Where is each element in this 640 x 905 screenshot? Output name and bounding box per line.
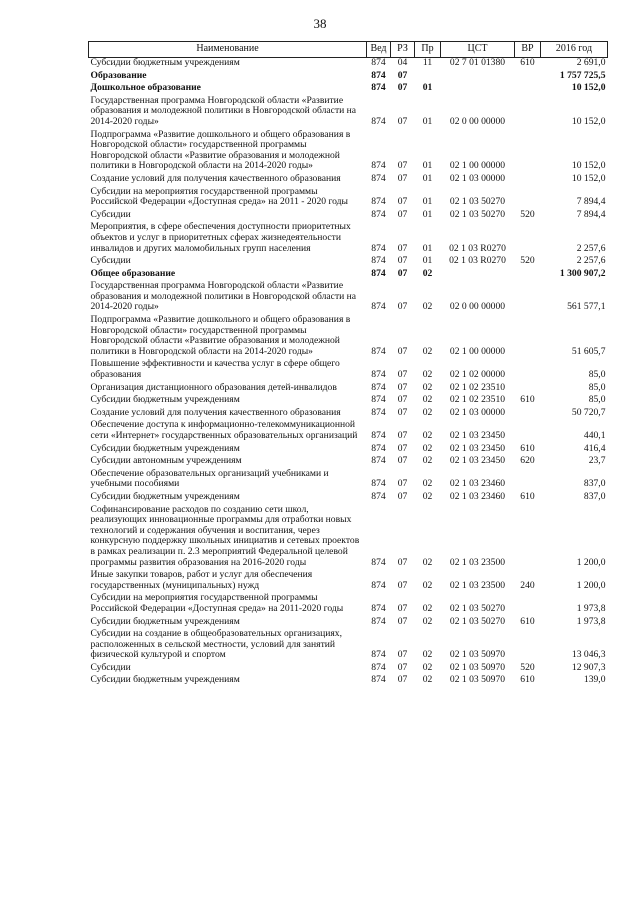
cell-cst: 02 1 03 23450	[449, 442, 506, 454]
cell-ved: 874	[371, 69, 386, 81]
cell-rz: 07	[397, 674, 408, 686]
cell-ved: 874	[371, 255, 386, 267]
table-row	[89, 96, 608, 130]
table-row	[89, 174, 608, 187]
cell-ved: 874	[371, 478, 386, 490]
cell-vr: 610	[520, 394, 535, 406]
cell-sum: 10 152,0	[571, 160, 606, 172]
header-cst: ЦСТ	[441, 42, 515, 58]
table-row	[89, 222, 608, 256]
cell-sum: 440,1	[583, 430, 606, 441]
cell-ved: 874	[371, 345, 386, 357]
cell-sum: 23,7	[588, 455, 606, 467]
cell-rz: 07	[397, 255, 408, 267]
cell-ved: 874	[371, 242, 386, 254]
cell-pr: 01	[422, 160, 433, 172]
cell-name: Субсидии автономным учреждениям	[90, 455, 242, 467]
cell-cst: 02 0 00 00000	[449, 301, 506, 313]
table-row	[89, 130, 608, 174]
cell-sum: 85,0	[588, 394, 606, 406]
cell-name: Обеспечение доступа к информационно-телекоммуникационной сети «Интернет» государственных образовательных организаций	[90, 419, 358, 441]
cell-sum: 837,0	[583, 478, 606, 490]
cell-cst: 02 1 00 00000	[449, 160, 506, 172]
table-row	[89, 58, 608, 71]
cell-ved: 874	[371, 442, 386, 454]
cell-vr	[515, 83, 541, 96]
cell-name: Образование	[90, 69, 147, 81]
cell-cst: 02 1 03 50270	[449, 208, 506, 220]
cell-vr	[515, 408, 541, 421]
cell-cst	[441, 71, 515, 84]
cell-vr: 610	[520, 57, 535, 68]
cell-rz: 07	[397, 242, 408, 254]
table-row	[89, 315, 608, 359]
cell-ved: 874	[371, 82, 386, 94]
cell-name: Иные закупки товаров, работ и услуг для обеспечения государственных (муниципальных) нужд	[90, 569, 313, 591]
cell-ved: 874	[371, 267, 386, 279]
cell-name: Субсидии бюджетным учреждениям	[90, 615, 240, 627]
cell-cst: 02 0 00 00000	[449, 115, 506, 127]
cell-ved: 874	[371, 381, 386, 393]
cell-sum: 10 152,0	[571, 172, 606, 184]
cell-name: Государственная программа Новгородской области «Развитие образования и молодежной политики в Новгородской области на 2014-2020 годы»	[90, 94, 357, 127]
cell-pr: 01	[422, 196, 433, 208]
cell-sum: 2 257,6	[576, 255, 606, 267]
cell-sum: 12 907,3	[571, 661, 606, 673]
cell-rz: 07	[397, 381, 408, 393]
cell-vr	[515, 420, 541, 443]
cell-ved: 874	[371, 369, 386, 381]
cell-cst: 02 1 03 23450	[449, 455, 506, 467]
table-row	[89, 187, 608, 210]
cell-name: Субсидии бюджетным учреждениям	[90, 57, 240, 68]
cell-ved: 874	[371, 602, 386, 614]
cell-rz: 07	[397, 369, 408, 381]
cell-sum: 7 894,4	[576, 196, 606, 208]
table-row	[89, 256, 608, 269]
cell-rz: 07	[397, 649, 408, 661]
cell-rz: 07	[397, 490, 408, 502]
cell-name: Субсидии бюджетным учреждениям	[90, 490, 240, 502]
cell-sum: 13 046,3	[571, 649, 606, 661]
cell-pr: 01	[422, 82, 433, 94]
cell-vr	[515, 593, 541, 616]
cell-rz: 07	[397, 196, 408, 208]
cell-pr: 02	[422, 556, 433, 568]
header-rz: РЗ	[391, 42, 415, 58]
cell-pr: 02	[422, 649, 433, 661]
cell-pr: 02	[422, 661, 433, 673]
cell-sum: 837,0	[583, 490, 606, 502]
header-ved: Вед	[367, 42, 391, 58]
cell-ved: 874	[371, 490, 386, 502]
cell-rz: 07	[397, 267, 408, 279]
table-row	[89, 281, 608, 315]
cell-sum: 139,0	[583, 674, 606, 686]
cell-ved: 874	[371, 196, 386, 208]
cell-rz: 07	[397, 115, 408, 127]
cell-cst: 02 1 03 23450	[449, 430, 506, 441]
cell-vr	[515, 96, 541, 130]
cell-sum: 416,4	[583, 442, 606, 454]
cell-name: Субсидии на мероприятия государственной программы Российской Федерации «Доступная среда» на 2011 - 2020 годы	[90, 185, 348, 208]
cell-rz: 07	[397, 579, 408, 591]
cell-cst: 02 1 03 50970	[449, 649, 506, 661]
cell-rz: 07	[397, 160, 408, 172]
table-row	[89, 492, 608, 505]
cell-rz: 07	[397, 430, 408, 441]
cell-cst: 02 1 03 50970	[449, 674, 506, 686]
cell-pr: 01	[422, 172, 433, 184]
cell-sum: 85,0	[588, 381, 606, 393]
cell-pr: 11	[422, 57, 433, 68]
cell-vr	[515, 281, 541, 315]
cell-name: Подпрограмма «Развитие дошкольного и общего образования в Новгородской области» государственной программы Новгородской области «Развитие образования и молодежной политики в Новгородской области на 2014-2020 годы»	[90, 128, 351, 172]
cell-vr: 620	[520, 455, 535, 467]
cell-rz: 07	[397, 82, 408, 94]
cell-name: Субсидии	[90, 661, 131, 673]
cell-cst: 02 1 03 23500	[449, 556, 506, 568]
cell-name: Субсидии	[90, 255, 131, 267]
cell-pr: 02	[422, 301, 433, 313]
cell-pr: 02	[422, 478, 433, 490]
cell-pr: 02	[422, 615, 433, 627]
cell-cst: 02 7 01 01380	[449, 57, 506, 68]
cell-rz: 07	[397, 661, 408, 673]
cell-vr	[515, 469, 541, 492]
cell-pr: 02	[422, 442, 433, 454]
cell-cst: 02 1 02 23510	[449, 394, 506, 406]
cell-vr	[515, 315, 541, 359]
cell-rz: 07	[397, 455, 408, 467]
cell-pr: 02	[422, 674, 433, 686]
cell-cst: 02 1 03 00000	[449, 406, 506, 418]
cell-rz: 07	[397, 602, 408, 614]
cell-vr: 610	[520, 490, 535, 502]
cell-ved: 874	[371, 615, 386, 627]
cell-name: Обеспечение образовательных организаций учебниками и учебными пособиями	[90, 467, 329, 490]
cell-name: Субсидии	[90, 208, 131, 220]
cell-cst: 02 1 00 00000	[449, 345, 506, 357]
cell-ved: 874	[371, 579, 386, 591]
table-row	[89, 469, 608, 492]
cell-rz: 07	[397, 172, 408, 184]
cell-sum: 1 973,8	[576, 602, 606, 614]
cell-sum: 1 200,0	[576, 556, 606, 568]
cell-ved: 874	[371, 406, 386, 418]
header-vr: ВР	[515, 42, 541, 58]
cell-ved: 874	[371, 649, 386, 661]
cell-sum: 1 973,8	[576, 615, 606, 627]
cell-sum: 1 300 907,2	[559, 267, 606, 279]
cell-ved: 874	[371, 301, 386, 313]
cell-rz: 07	[397, 615, 408, 627]
cell-pr: 01	[422, 115, 433, 127]
cell-rz: 07	[397, 208, 408, 220]
cell-rz: 07	[397, 406, 408, 418]
cell-vr: 520	[520, 255, 535, 267]
table-row	[89, 593, 608, 616]
cell-rz: 07	[397, 69, 408, 81]
header-name: Наименование	[89, 42, 367, 58]
cell-vr: 610	[520, 615, 535, 627]
cell-name: Мероприятия, в сфере обеспечения доступности приоритетных объектов и услуг в приоритетных сферах жизнедеятельности инвалидов и других маломобильных групп населения	[90, 221, 351, 254]
cell-pr: 01	[422, 255, 433, 267]
table-body	[89, 58, 608, 689]
cell-name: Государственная программа Новгородской области «Развитие образования и молодежной политики в Новгородской области на 2014-2020 годы»	[90, 280, 357, 313]
cell-ved: 874	[371, 115, 386, 127]
table-row	[89, 420, 608, 443]
table-row	[89, 629, 608, 663]
cell-pr: 02	[422, 394, 433, 406]
cell-pr: 02	[422, 579, 433, 591]
cell-rz: 07	[397, 556, 408, 568]
cell-name: Субсидии на мероприятия государственной программы Российской Федерации «Доступная среда» на 2011-2020 годы	[90, 592, 344, 614]
cell-pr: 02	[422, 381, 433, 393]
cell-ved: 874	[371, 160, 386, 172]
table-row	[89, 570, 608, 593]
cell-vr	[515, 187, 541, 210]
cell-rz: 07	[397, 345, 408, 357]
cell-cst: 02 1 03 23460	[449, 478, 506, 490]
cell-pr: 01	[422, 242, 433, 254]
cell-vr	[515, 505, 541, 571]
table-row	[89, 359, 608, 382]
cell-vr	[515, 629, 541, 663]
cell-name: Субсидии бюджетным учреждениям	[90, 674, 240, 686]
cell-vr: 520	[520, 208, 535, 220]
cell-ved: 874	[371, 674, 386, 686]
cell-rz: 07	[397, 394, 408, 406]
cell-cst: 02 1 02 23510	[449, 381, 506, 393]
cell-pr: 02	[422, 430, 433, 441]
cell-name: Общее образование	[90, 267, 176, 279]
cell-sum: 7 894,4	[576, 208, 606, 220]
budget-table	[88, 41, 608, 688]
cell-sum: 2 691,0	[576, 57, 606, 68]
cell-sum: 561 577,1	[567, 301, 606, 313]
cell-rz: 04	[397, 57, 408, 68]
cell-ved: 874	[371, 556, 386, 568]
cell-name: Софинансирование расходов по созданию сети школ, реализующих инновационные программы для отработки новых технологий и содержания обучения и воспитания, через конкурсную поддержку школьных инициатив и сетевых проектов в рамках реализации п. 2.3 мероприятий Федеральной целевой программы развития образования на 2016-2020 годы	[90, 503, 360, 568]
cell-vr	[515, 130, 541, 174]
cell-pr: 02	[422, 406, 433, 418]
cell-vr: 610	[520, 674, 535, 686]
table-row	[89, 456, 608, 469]
cell-cst: 02 1 03 50270	[449, 602, 506, 614]
cell-name: Субсидии на создание в общеобразовательных организациях, расположенных в сельской местности, условий для занятий физической культурой и спортом	[90, 628, 342, 661]
cell-sum: 85,0	[588, 369, 606, 381]
table-row	[89, 675, 608, 688]
cell-name: Организация дистанционного образования детей-инвалидов	[90, 381, 337, 393]
cell-pr: 02	[422, 490, 433, 502]
cell-vr	[515, 269, 541, 282]
table-row	[89, 395, 608, 408]
cell-ved: 874	[371, 57, 386, 68]
cell-vr	[515, 222, 541, 256]
cell-pr: 02	[422, 345, 433, 357]
cell-sum: 10 152,0	[571, 82, 606, 94]
cell-vr: 610	[520, 442, 535, 454]
cell-cst: 02 1 02 00000	[449, 369, 506, 381]
cell-ved: 874	[371, 172, 386, 184]
cell-pr: 02	[422, 455, 433, 467]
cell-sum: 51 605,7	[571, 345, 606, 357]
table-row	[89, 83, 608, 96]
cell-ved: 874	[371, 455, 386, 467]
cell-name: Субсидии бюджетным учреждениям	[90, 442, 240, 454]
cell-cst: 02 1 03 50970	[449, 661, 506, 673]
cell-pr: 01	[422, 208, 433, 220]
header-pr: Пр	[415, 42, 441, 58]
cell-name: Подпрограмма «Развитие дошкольного и общего образования в Новгородской области» государственной программы Новгородской области «Развитие образования и молодежной политики в Новгородской области на 2014-2020 годы»	[90, 314, 351, 357]
cell-vr	[515, 71, 541, 84]
table-header-row	[89, 42, 608, 58]
page-number: 38	[313, 16, 327, 31]
cell-sum: 1 200,0	[576, 579, 606, 591]
cell-pr: 02	[422, 602, 433, 614]
cell-rz: 07	[397, 442, 408, 454]
cell-cst	[441, 83, 515, 96]
cell-vr	[515, 359, 541, 382]
cell-cst: 02 1 03 50270	[449, 615, 506, 627]
cell-pr: 02	[422, 267, 433, 279]
cell-rz: 07	[397, 301, 408, 313]
cell-sum: 50 720,7	[571, 406, 606, 418]
cell-pr: 02	[422, 369, 433, 381]
cell-vr	[515, 174, 541, 187]
cell-cst: 02 1 03 23500	[449, 579, 506, 591]
cell-cst: 02 1 03 23460	[449, 490, 506, 502]
header-sum: 2016 год	[541, 42, 608, 58]
table-row	[89, 505, 608, 571]
cell-cst: 02 1 03 50270	[449, 196, 506, 208]
cell-name: Повышение эффективности и качества услуг в сфере общего образования	[90, 358, 340, 381]
cell-vr: 520	[520, 661, 535, 673]
cell-rz: 07	[397, 478, 408, 490]
cell-name: Создание условий для получения качественного образования	[90, 406, 341, 418]
cell-cst: 02 1 03 R0270	[449, 255, 506, 267]
cell-ved: 874	[371, 394, 386, 406]
cell-name: Дошкольное образование	[90, 82, 201, 94]
cell-ved: 874	[371, 661, 386, 673]
cell-cst	[441, 269, 515, 282]
cell-ved: 874	[371, 208, 386, 220]
cell-sum: 1 757 725,5	[559, 69, 606, 81]
cell-sum: 2 257,6	[576, 242, 606, 254]
cell-cst: 02 1 03 00000	[449, 172, 506, 184]
cell-vr: 240	[520, 579, 535, 591]
cell-name: Создание условий для получения качественного образования	[90, 172, 341, 184]
cell-ved: 874	[371, 430, 386, 441]
cell-sum: 10 152,0	[571, 115, 606, 127]
cell-name: Субсидии бюджетным учреждениям	[90, 394, 240, 406]
cell-cst: 02 1 03 R0270	[449, 242, 506, 254]
